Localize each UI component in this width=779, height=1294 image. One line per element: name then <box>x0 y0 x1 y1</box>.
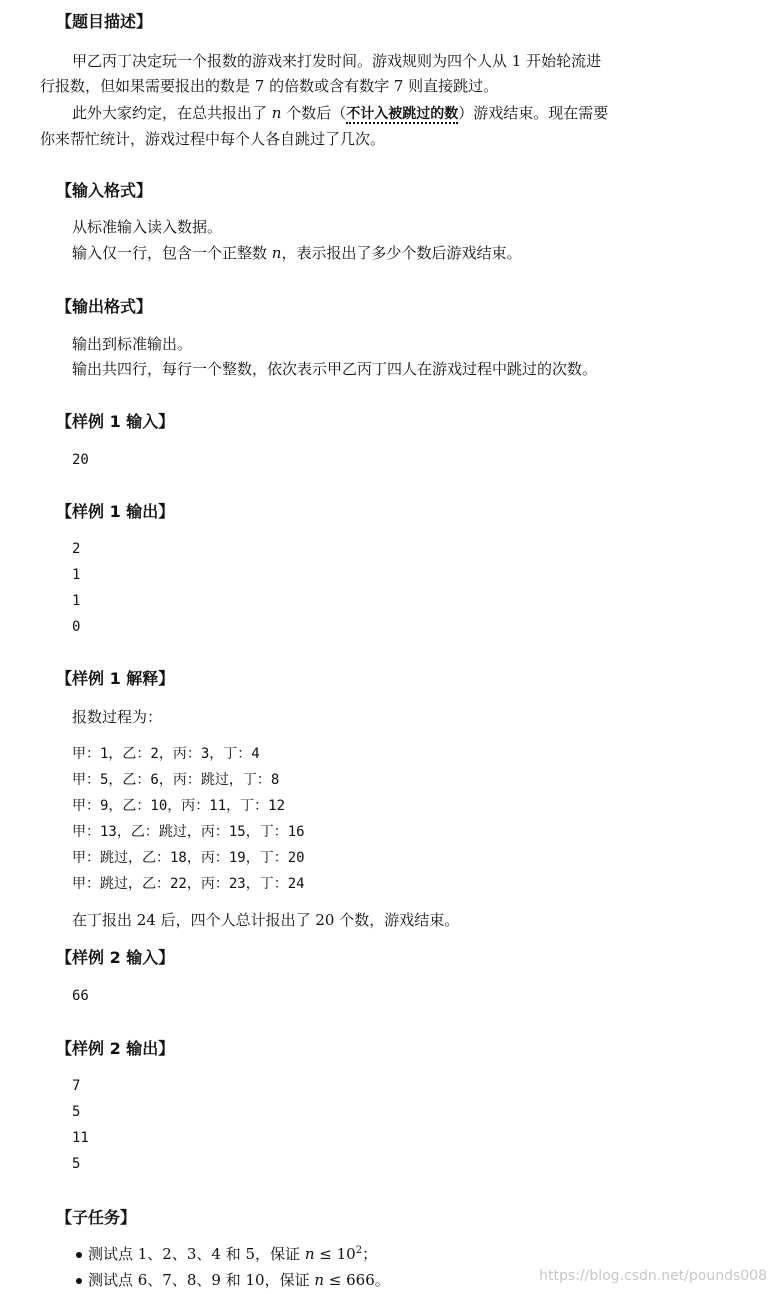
count-row: 甲：5，乙：6，丙：跳过，丁：8 <box>72 772 280 788</box>
input-format-line-2 <box>72 243 521 263</box>
input-format-heading: 【输入格式】 <box>56 181 153 200</box>
subtask-relation: ≤ 666。 <box>324 1271 390 1289</box>
variable-n: n <box>314 1271 325 1289</box>
output-format-line-2: 输出共四行，每行一个整数，依次表示甲乙丙丁四人在游戏过程中跳过的次数。 <box>72 360 598 378</box>
input-format-line-1: 从标准输入读入数据。 <box>72 218 223 236</box>
sample1-explain-intro: 报数过程为： <box>72 708 163 726</box>
sample2-output-value: 5 <box>72 1104 81 1120</box>
sample1-output-value: 2 <box>72 541 81 557</box>
sample1-output-heading: 【样例 1 输出】 <box>56 502 175 521</box>
subtask-item <box>88 1270 390 1290</box>
exponent: 2 <box>355 1245 363 1256</box>
emphasis-not-counted: 不计入被跳过的数 <box>346 106 459 122</box>
variable-n: n <box>304 1245 315 1263</box>
sample1-output-value: 0 <box>72 619 81 635</box>
count-row: 甲：1，乙：2，丙：3，丁：4 <box>72 746 260 762</box>
sample2-input-heading: 【样例 2 输入】 <box>56 948 175 967</box>
sample2-output-value: 11 <box>72 1130 89 1146</box>
variable-n: n <box>271 104 282 122</box>
sample1-explain-conclusion: 在丁报出 24 后，四个人总计报出了 20 个数，游戏结束。 <box>72 911 460 929</box>
count-row: 甲：13，乙：跳过，丙：15，丁：16 <box>72 824 305 840</box>
variable-n: n <box>271 244 282 262</box>
description-line-4: 你来帮忙统计，游戏过程中每个人各自跳过了几次。 <box>40 130 386 148</box>
bullet-icon <box>76 1278 82 1284</box>
sample1-explain-heading: 【样例 1 解释】 <box>56 669 175 688</box>
sample1-output-value: 1 <box>72 593 81 609</box>
count-row: 甲：9，乙：10，丙：11，丁：12 <box>72 798 286 814</box>
output-format-line-1: 输出到标准输出。 <box>72 335 193 353</box>
subtask-relation: ≤ 10 <box>314 1245 356 1263</box>
output-format-heading: 【输出格式】 <box>56 297 153 316</box>
subtask-text: 测试点 6、7、8、9 和 10，保证 <box>88 1271 310 1289</box>
subtask-end: ； <box>362 1245 378 1263</box>
subtask-item <box>88 1244 377 1264</box>
sample1-output-value: 1 <box>72 567 81 583</box>
sample2-output-value: 7 <box>72 1078 81 1094</box>
sample2-output-heading: 【样例 2 输出】 <box>56 1039 175 1058</box>
sample1-input-heading: 【样例 1 输入】 <box>56 412 175 431</box>
subtask-text: 测试点 1、2、3、4 和 5，保证 <box>88 1245 301 1263</box>
count-row: 甲：跳过，乙：22，丙：23，丁：24 <box>72 876 305 892</box>
sample1-input-value: 20 <box>72 452 89 468</box>
watermark: https://blog.csdn.net/pounds008 <box>539 1268 767 1284</box>
bullet-icon <box>76 1252 82 1258</box>
description-line-3-a: 此外大家约定，在总共报出了 <box>72 104 268 122</box>
description-line-2: 行报数，但如果需要报出的数是 7 的倍数或含有数字 7 则直接跳过。 <box>40 77 499 95</box>
description-line-3-c: ）游戏结束。现在需要 <box>458 104 609 122</box>
description-line-1: 甲乙丙丁决定玩一个报数的游戏来打发时间。游戏规则为四个人从 1 开始轮流进 <box>72 52 602 70</box>
description-line-3 <box>72 103 608 124</box>
subtasks-heading: 【子任务】 <box>56 1208 137 1227</box>
sample2-input-value: 66 <box>72 988 89 1004</box>
description-heading: 【题目描述】 <box>56 12 153 31</box>
input-format-line-2-b: ，表示报出了多少个数后游戏结束。 <box>281 244 522 262</box>
sample2-output-value: 5 <box>72 1156 81 1172</box>
description-line-3-b: 个数后（ <box>286 104 347 122</box>
count-row: 甲：跳过，乙：18，丙：19，丁：20 <box>72 850 305 866</box>
input-format-line-2-a: 输入仅一行，包含一个正整数 <box>72 244 268 262</box>
